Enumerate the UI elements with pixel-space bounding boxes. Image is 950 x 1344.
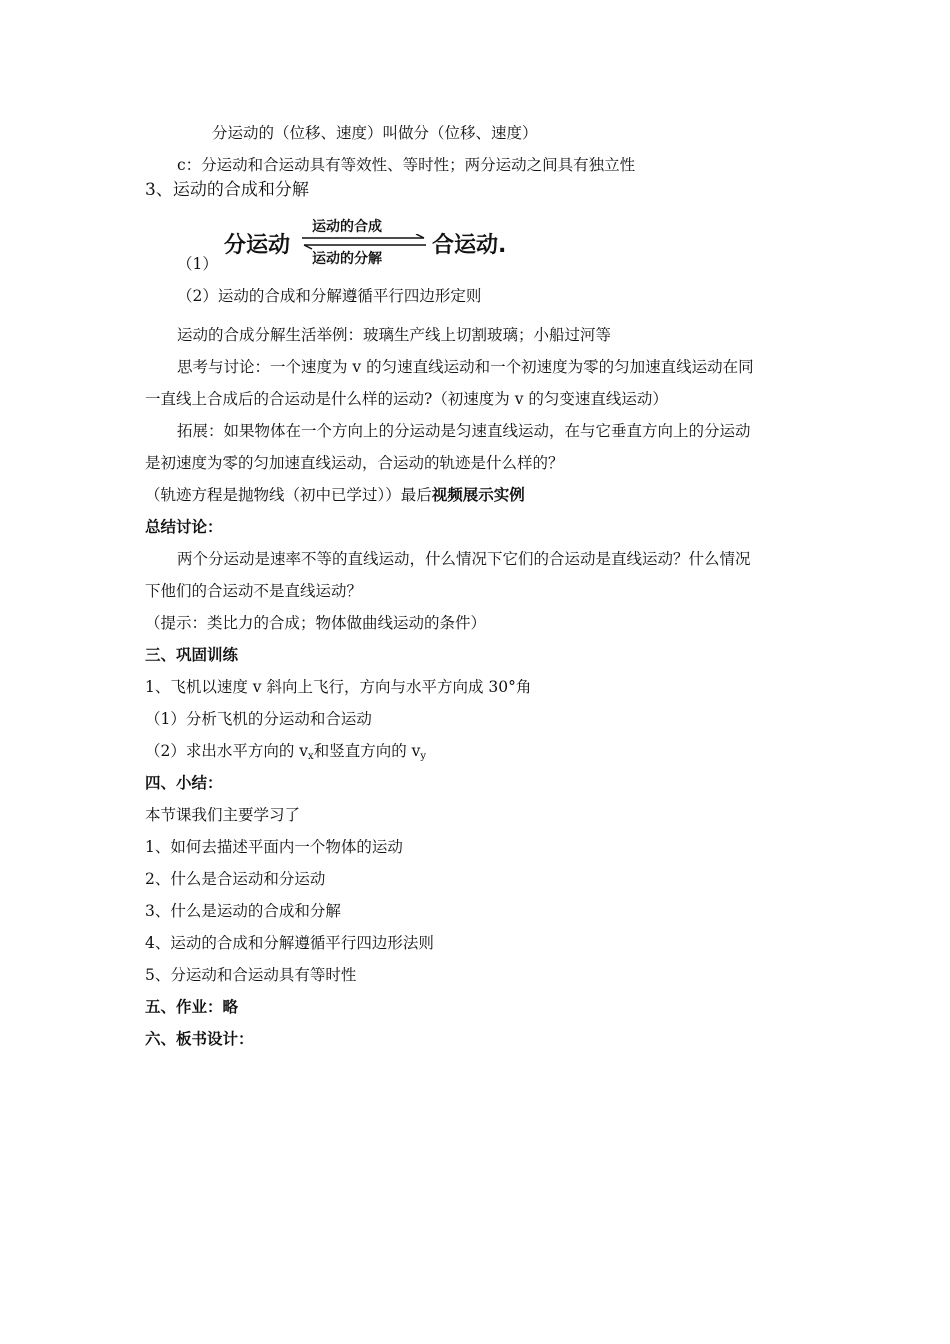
section-heading: 总结讨论： <box>145 518 223 536</box>
diagram-right-label: 合运动. <box>432 233 507 258</box>
text-line: c：分运动和合运动具有等效性、等时性；两分运动之间具有独立性 <box>177 156 636 174</box>
text-line: 思考与讨论：一个速度为 v 的匀速直线运动和一个初速度为零的匀加速直线运动在同 <box>177 358 754 376</box>
text-line: （1） <box>177 255 218 273</box>
text-span: （2）求出水平方向的 v <box>145 742 309 760</box>
text-line: 1、飞机以速度 v 斜向上飞行，方向与水平方向成 30°角 <box>145 678 532 696</box>
text-line: （1）分析飞机的分运动和合运动 <box>145 710 372 728</box>
section-heading: 3、运动的合成和分解 <box>145 180 309 200</box>
text-line: 分运动的（位移、速度）叫做分（位移、速度） <box>212 124 538 142</box>
subscript: y <box>420 751 427 762</box>
text-line: 1、如何去描述平面内一个物体的运动 <box>145 838 403 856</box>
composition-diagram <box>224 216 534 268</box>
text-line: 一直线上合成后的合运动是什么样的运动?（初速度为 v 的匀变速直线运动） <box>145 390 668 408</box>
section-heading: 六、板书设计： <box>145 1030 254 1048</box>
diagram-left-label: 分运动 <box>224 233 291 258</box>
text-span: 和竖直方向的 v <box>313 742 421 760</box>
text-line: 本节课我们主要学习了 <box>145 806 301 824</box>
text-line: 3、什么是运动的合成和分解 <box>145 902 341 920</box>
bold-text: 视频展示实例 <box>431 486 525 504</box>
subscript: x <box>308 751 314 762</box>
section-heading: 三、巩固训练 <box>145 646 239 664</box>
text-line: 2、什么是合运动和分运动 <box>145 870 326 888</box>
text-line: 4、运动的合成和分解遵循平行四边形法则 <box>145 934 434 952</box>
text-span: （轨迹方程是抛物线（初中已学过））最后 <box>145 486 432 504</box>
text-line: 运动的合成分解生活举例：玻璃生产线上切割玻璃；小船过河等 <box>177 326 612 344</box>
diagram-bottom-label: 运动的分解 <box>312 251 382 267</box>
text-line: （2）运动的合成和分解遵循平行四边形定则 <box>177 287 482 305</box>
section-heading: 四、小结： <box>145 774 223 792</box>
text-line <box>145 741 426 767</box>
text-line: 下他们的合运动不是直线运动？ <box>145 582 363 600</box>
diagram-top-label: 运动的合成 <box>312 219 382 235</box>
text-line: 两个分运动是速率不等的直线运动，什么情况下它们的合运动是直线运动？什么情况 <box>177 550 751 568</box>
text-line: 5、分运动和合运动具有等时性 <box>145 966 357 984</box>
section-heading: 五、作业：略 <box>145 998 239 1016</box>
text-line: 是初速度为零的匀加速直线运动，合运动的轨迹是什么样的？ <box>145 454 564 472</box>
text-line <box>145 485 525 505</box>
text-line: 拓展：如果物体在一个方向上的分运动是匀速直线运动，在与它垂直方向上的分运动 <box>177 422 751 440</box>
text-line: （提示：类比力的合成；物体做曲线运动的条件） <box>145 614 487 632</box>
